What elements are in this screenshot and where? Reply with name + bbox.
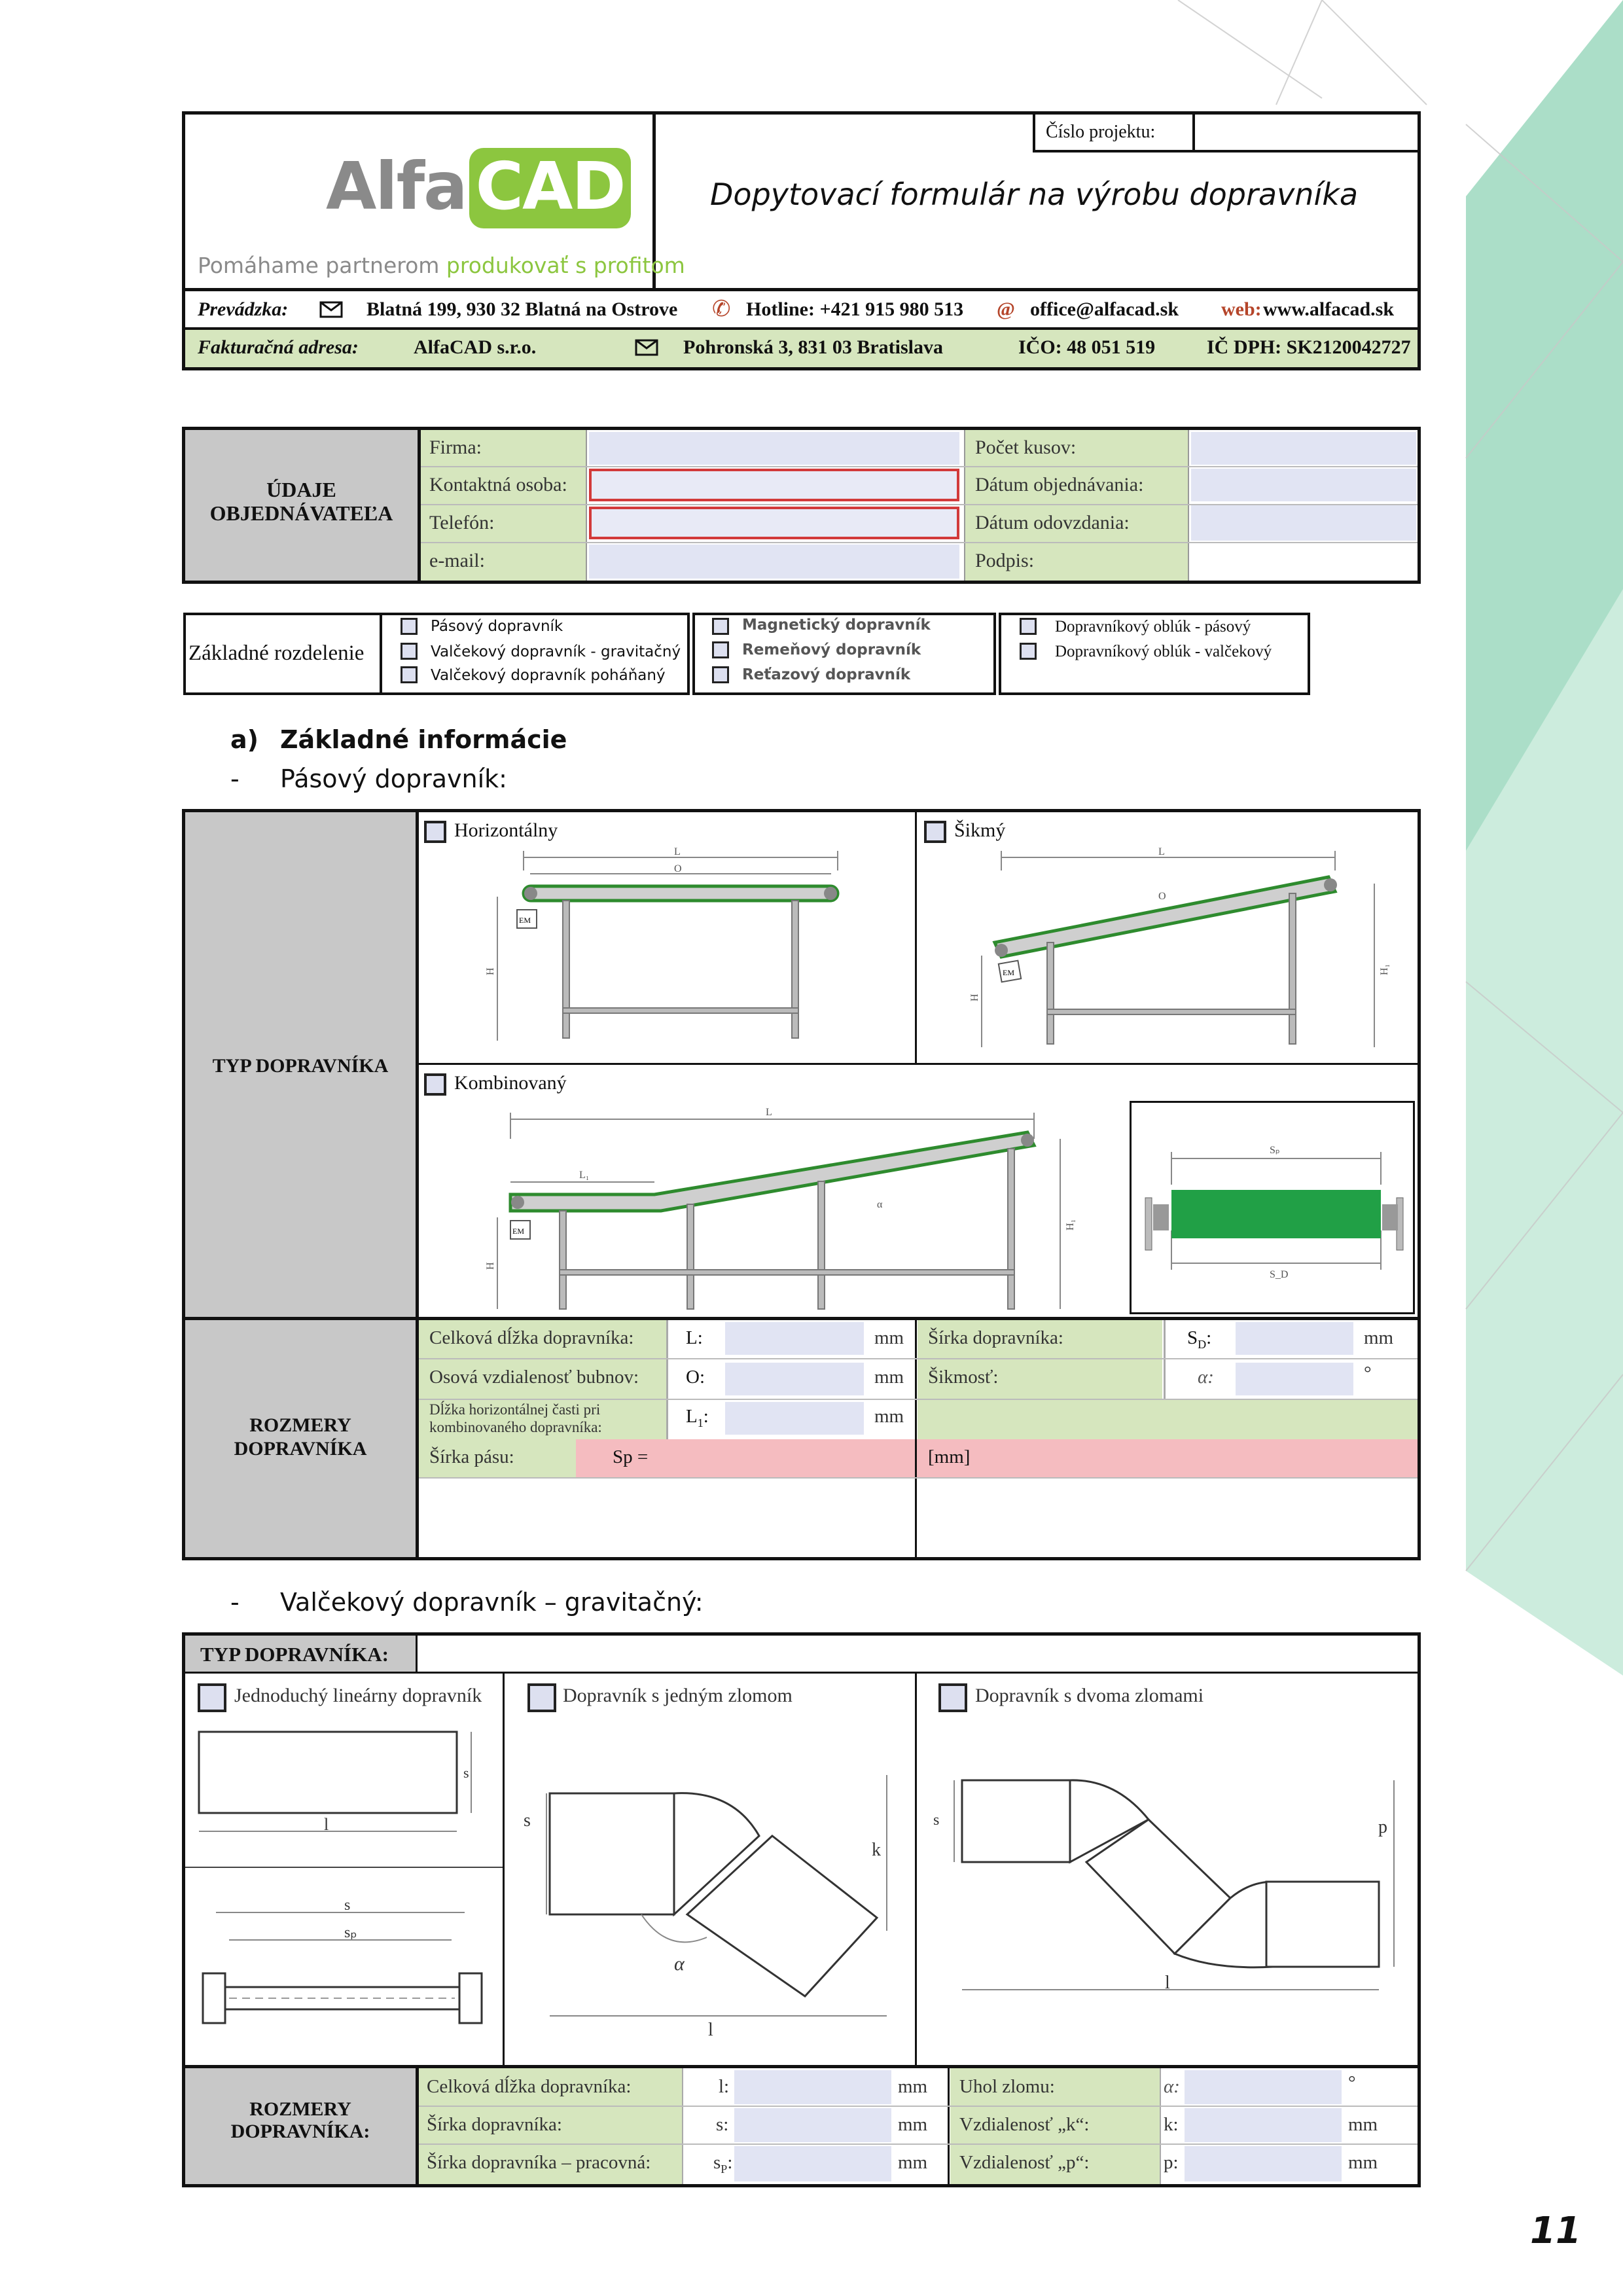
degree-unit: ° [1364,1363,1372,1384]
belt-width-detail-diagram [1139,1113,1407,1309]
delivery-date-field[interactable] [1191,505,1416,541]
linear-roller-diagram [190,1721,497,1865]
email-field[interactable] [589,545,959,579]
podpis-label: Podpis: [975,550,1035,571]
horizontal-label: Horizontálny [454,819,558,841]
opt-magneticky: Magnetický dopravník [742,617,931,634]
svg-text:l: l [1165,1973,1170,1993]
checkbox-valcekovy-grav[interactable] [401,643,418,660]
distance-k-field[interactable] [1185,2108,1342,2142]
mm-unit: mm [898,2152,928,2173]
svg-text:O: O [674,863,682,874]
two-breaks-diagram [923,1728,1418,2055]
roller-work-width-field[interactable] [734,2146,891,2181]
distance-p-label: Vzdialenosť „p“: [959,2152,1090,2173]
opt-valcekovy-poh: Valčekový dopravník poháňaný [431,667,666,684]
k-symbol: k: [1164,2114,1179,2135]
svg-text:H: H [485,967,496,975]
checkbox-two-breaks[interactable] [938,1683,967,1712]
l-symbol: l: [719,2076,730,2097]
envelope-icon [319,301,343,318]
slope-field[interactable] [1236,1363,1353,1395]
svg-text:s: s [524,1810,531,1831]
signature-field[interactable] [1191,545,1416,579]
break-angle-field[interactable] [1185,2070,1342,2104]
mm-unit: mm [898,2076,928,2097]
opt-pasovy: Pásový dopravník [431,618,563,635]
sd-symbol: $S_D$: [1187,1327,1212,1351]
ico: IČO: 48 051 519 [1018,336,1156,358]
checkbox-oblouk-pasovy[interactable] [1020,618,1037,635]
svg-text:H: H [969,994,980,1001]
one-break-diagram [510,1728,910,2055]
svg-text:H₁: H₁ [1379,963,1390,975]
distance-p-field[interactable] [1185,2146,1342,2181]
pieces-field[interactable] [1191,432,1416,465]
roller-length-field[interactable] [734,2070,891,2104]
linear-label: Jednoduchý lineárny dopravník [234,1685,482,1706]
checkbox-magneticky[interactable] [712,618,729,635]
svg-text:k: k [872,1840,881,1860]
section-a-num: a) [230,725,259,754]
dash: - [230,1588,240,1617]
mm-unit: mm [874,1327,904,1348]
incline-conveyor-diagram [969,844,1414,1060]
horizontal-conveyor-diagram [484,844,851,1060]
at-icon: @ [997,298,1015,320]
checkbox-horizontal[interactable] [424,821,446,843]
horizontal-length-field[interactable] [725,1402,864,1435]
alpha-symbol: α: [1164,2076,1180,2097]
checkbox-pasovy[interactable] [401,618,418,635]
roller-width-label: Šírka dopravníka: [427,2114,562,2135]
datum-obj-label: Dátum objednávania: [975,474,1144,495]
mm-unit: mm [898,2114,928,2135]
logo [326,148,631,224]
invoice-address: Pohronská 3, 831 03 Bratislava [683,336,943,358]
combined-conveyor-diagram [484,1100,1076,1316]
checkbox-valcekovy-poh[interactable] [401,666,418,683]
email-link[interactable]: office@alfacad.sk [1030,298,1179,320]
svg-text:S_D: S_D [1270,1269,1289,1280]
mm-bracket-label: [mm] [928,1446,971,1467]
orderer-title: ÚDAJE OBJEDNÁVATEĽA [209,478,393,525]
svg-text:sₚ: sₚ [344,1924,357,1941]
sp-eq-label: Sp = [613,1446,649,1467]
combined-label: Kombinovaný [454,1072,567,1094]
belt-width-label: Šírka pásu: [429,1446,514,1467]
s-symbol: s: [716,2114,729,2135]
p-symbol: p: [1164,2152,1179,2173]
checkbox-combined[interactable] [424,1073,446,1096]
l-symbol: L: [686,1327,703,1348]
svg-text:s: s [933,1812,940,1829]
svg-text:s: s [344,1897,351,1914]
mm-unit: mm [1348,2114,1378,2135]
roller-length-label: Celková dĺžka dopravníka: [427,2076,632,2097]
phone-field[interactable] [589,507,959,539]
distance-k-label: Vzdialenosť „k“: [959,2114,1090,2135]
checkbox-incline[interactable] [924,821,946,843]
roller-section-title: Valčekový dopravník – gravitačný: [280,1588,704,1617]
incline-label: Šikmý [954,819,1006,841]
svg-text:L: L [766,1107,772,1118]
kontakt-label: Kontaktná osoba: [429,474,567,495]
axis-distance-field[interactable] [725,1363,864,1395]
contact-person-field[interactable] [589,469,959,501]
sp-symbol: $s_P$: [713,2152,733,2176]
hotline: Hotline: +421 915 980 513 [746,298,964,320]
firma-field[interactable] [589,432,959,465]
degree-unit: ° [1348,2072,1356,2093]
belt-section-title: Pásový dopravník: [280,764,507,793]
svg-text:L₁: L₁ [579,1170,590,1181]
page-number: 11 [1530,2210,1581,2252]
mm-unit: mm [874,1406,904,1427]
opt-remenovy: Remeňový dopravník [742,641,921,658]
opt-retazovy: Reťazový dopravník [742,666,911,683]
phone-icon: ✆ [712,297,731,321]
checkbox-retazovy[interactable] [712,666,729,683]
opt-oblouk-valcekovy: Dopravníkový oblúk - valčekový [1055,643,1272,660]
opt-oblouk-pasovy: Dopravníkový oblúk - pásový [1055,618,1251,636]
svg-text:s: s [463,1765,469,1781]
mm-unit: mm [1364,1327,1394,1348]
envelope-icon [635,339,658,356]
checkbox-one-break[interactable] [527,1683,556,1712]
slogan: Pomáhame partnerom produkovať s profitom [198,253,685,278]
svg-text:α: α [674,1953,685,1975]
svg-text:L: L [674,846,681,857]
osova-label: Osová vzdialenosť bubnov: [429,1367,639,1388]
pocet-label: Počet kusov: [975,437,1077,458]
form-title: Dopytovací formulár na výrobu dopravníka [710,177,1359,212]
checkbox-linear[interactable] [198,1683,226,1712]
conveyor-width-field[interactable] [1236,1322,1353,1355]
svg-text:H₁: H₁ [1065,1219,1076,1230]
datum-odo-label: Dátum odovzdania: [975,512,1130,533]
roller-work-width-label: Šírka dopravníka – pracovná: [427,2152,651,2173]
web-label: web: [1221,298,1262,320]
ic-dph: IČ DPH: SK2120042727 [1207,336,1411,358]
logo-cad: CAD [469,148,632,228]
roller-type-title: TYP DOPRAVNÍKA: [200,1643,389,1666]
svg-text:l: l [324,1815,329,1834]
slope-label: Šikmosť: [928,1367,999,1388]
svg-text:L: L [1158,846,1165,857]
two-breaks-label: Dopravník s dvoma zlomami [975,1685,1204,1706]
svg-text:α: α [877,1199,883,1210]
opt-valcekovy-grav: Valčekový dopravník - gravitačný [431,643,681,660]
belt-type-title: TYP DOPRAVNÍKA [212,1055,389,1077]
project-number-label: Číslo projektu: [1046,122,1156,142]
dash: - [230,764,240,793]
svg-text:H: H [485,1262,496,1270]
prevadzka-address: Blatná 199, 930 32 Blatná na Ostrove [366,298,678,320]
svg-text:Sₚ: Sₚ [1270,1145,1280,1156]
svg-text:O: O [1158,891,1166,902]
section-a-heading: Základné informácie [280,725,567,754]
mm-unit: mm [1348,2152,1378,2173]
project-number-field[interactable] [1198,117,1414,149]
roller-width-diagram [190,1898,497,2055]
celkova-label: Celková dĺžka dopravníka: [429,1327,634,1348]
break-angle-label: Uhol zlomu: [959,2076,1055,2097]
one-break-label: Dopravník s jedným zlomom [563,1685,793,1706]
logo-alfa: Alfa [326,148,467,224]
invoice-company: AlfaCAD s.r.o. [414,336,537,358]
invoice-label: Fakturačná adresa: [198,336,359,358]
l1-symbol: $L_1$: [686,1406,709,1429]
conveyor-width-label: Šírka dopravníka: [928,1327,1063,1348]
division-label: Základné rozdelenie [188,641,365,665]
sp-field[interactable] [661,1441,910,1475]
svg-text:EM: EM [519,916,531,925]
checkbox-remenovy[interactable] [712,641,729,658]
svg-text:EM: EM [512,1227,524,1236]
svg-text:l: l [708,2020,713,2040]
telefon-label: Telefón: [429,512,495,533]
roller-dims-title: ROZMERY DOPRAVNÍKA: [230,2098,370,2142]
belt-dims-title: ROZMERY DOPRAVNÍKA [234,1414,367,1460]
svg-text:EM: EM [1003,968,1014,977]
web-link[interactable]: www.alfacad.sk [1263,298,1395,320]
alpha-symbol: α: [1198,1367,1214,1388]
order-date-field[interactable] [1191,469,1416,501]
roller-width-field[interactable] [734,2108,891,2142]
mm-unit: mm [874,1367,904,1388]
email-label: e-mail: [429,550,485,571]
svg-text:p: p [1378,1817,1387,1837]
length-l-field[interactable] [725,1322,864,1355]
firma-label: Firma: [429,437,482,458]
prevadzka-label: Prevádzka: [198,298,289,320]
horiz-part-label: Dĺžka horizontálnej časti pri kombinovaného dopravníka: [429,1401,602,1435]
checkbox-oblouk-valcekovy[interactable] [1020,643,1037,660]
o-symbol: O: [686,1367,705,1388]
